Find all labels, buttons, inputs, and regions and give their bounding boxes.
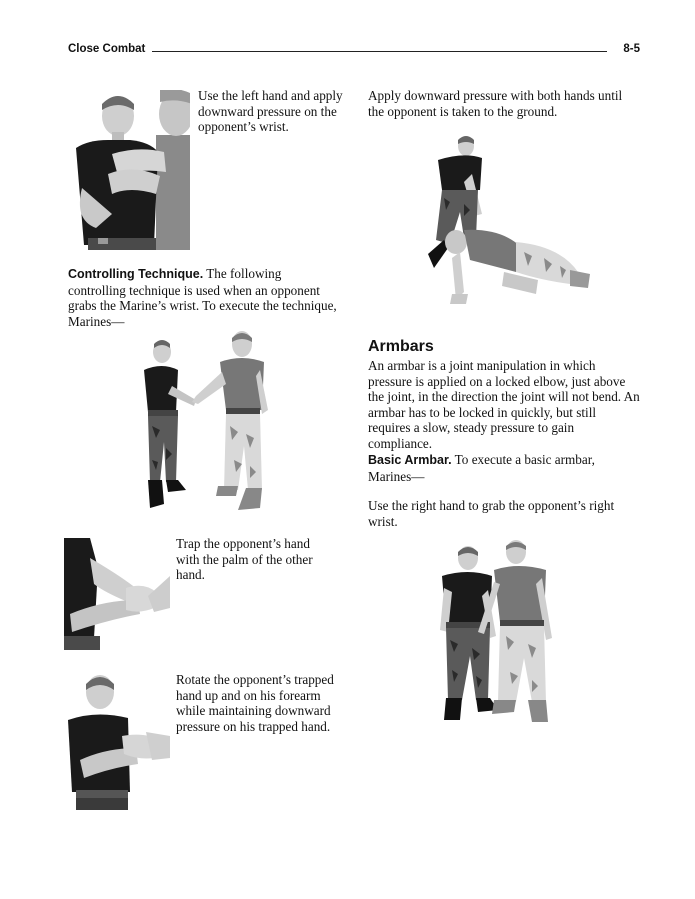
page-number: 8-5 <box>623 43 640 55</box>
photo-takedown <box>420 134 590 312</box>
text-controlling-technique: The following controlling technique is used when an opponent grabs the Marine’s wrist. To execute the technique, Marines— <box>68 266 337 329</box>
photo-wrist-grab-standing <box>138 330 278 516</box>
caption-grab-right-wrist: Use the right hand to grab the opponent’s right wrist. <box>368 498 615 529</box>
running-header-title: Close Combat <box>68 43 146 55</box>
heading-basic-armbar: Basic Armbar. <box>368 453 452 467</box>
photo-basic-armbar <box>436 540 562 724</box>
caption-left-hand-pressure: Use the left hand and apply downward pressure on the opponent’s wrist. <box>198 88 343 134</box>
paragraph-basic-armbar <box>368 452 640 484</box>
paragraph-controlling-technique <box>68 266 340 329</box>
photo-trap-hand <box>64 538 170 650</box>
photo-rotate-hand <box>66 674 170 810</box>
caption-trap-hand: Trap the opponent’s hand with the palm of the other hand. <box>176 536 313 582</box>
text-basic-armbar: To execute a basic armbar, Marines— <box>368 452 595 484</box>
paragraph-armbars: An armbar is a joint manipulation in which pressure is applied on a locked elbow, just above the joint, in the direction the joint will not bend. An armbar has to be locked in quickly, but still requires a slow, steady pressure to gain compliance. <box>368 358 640 451</box>
heading-controlling-technique: Controlling Technique. <box>68 267 204 281</box>
caption-rotate-hand: Rotate the opponent’s trapped hand up and on his forearm while maintaining downward pressure on his trapped hand. <box>176 672 334 734</box>
header-rule <box>152 51 607 52</box>
photo-wrist-pressure <box>68 90 190 250</box>
heading-armbars: Armbars <box>368 338 434 355</box>
caption-downward-pressure: Apply downward pressure with both hands until the opponent is taken to the ground. <box>368 88 623 119</box>
